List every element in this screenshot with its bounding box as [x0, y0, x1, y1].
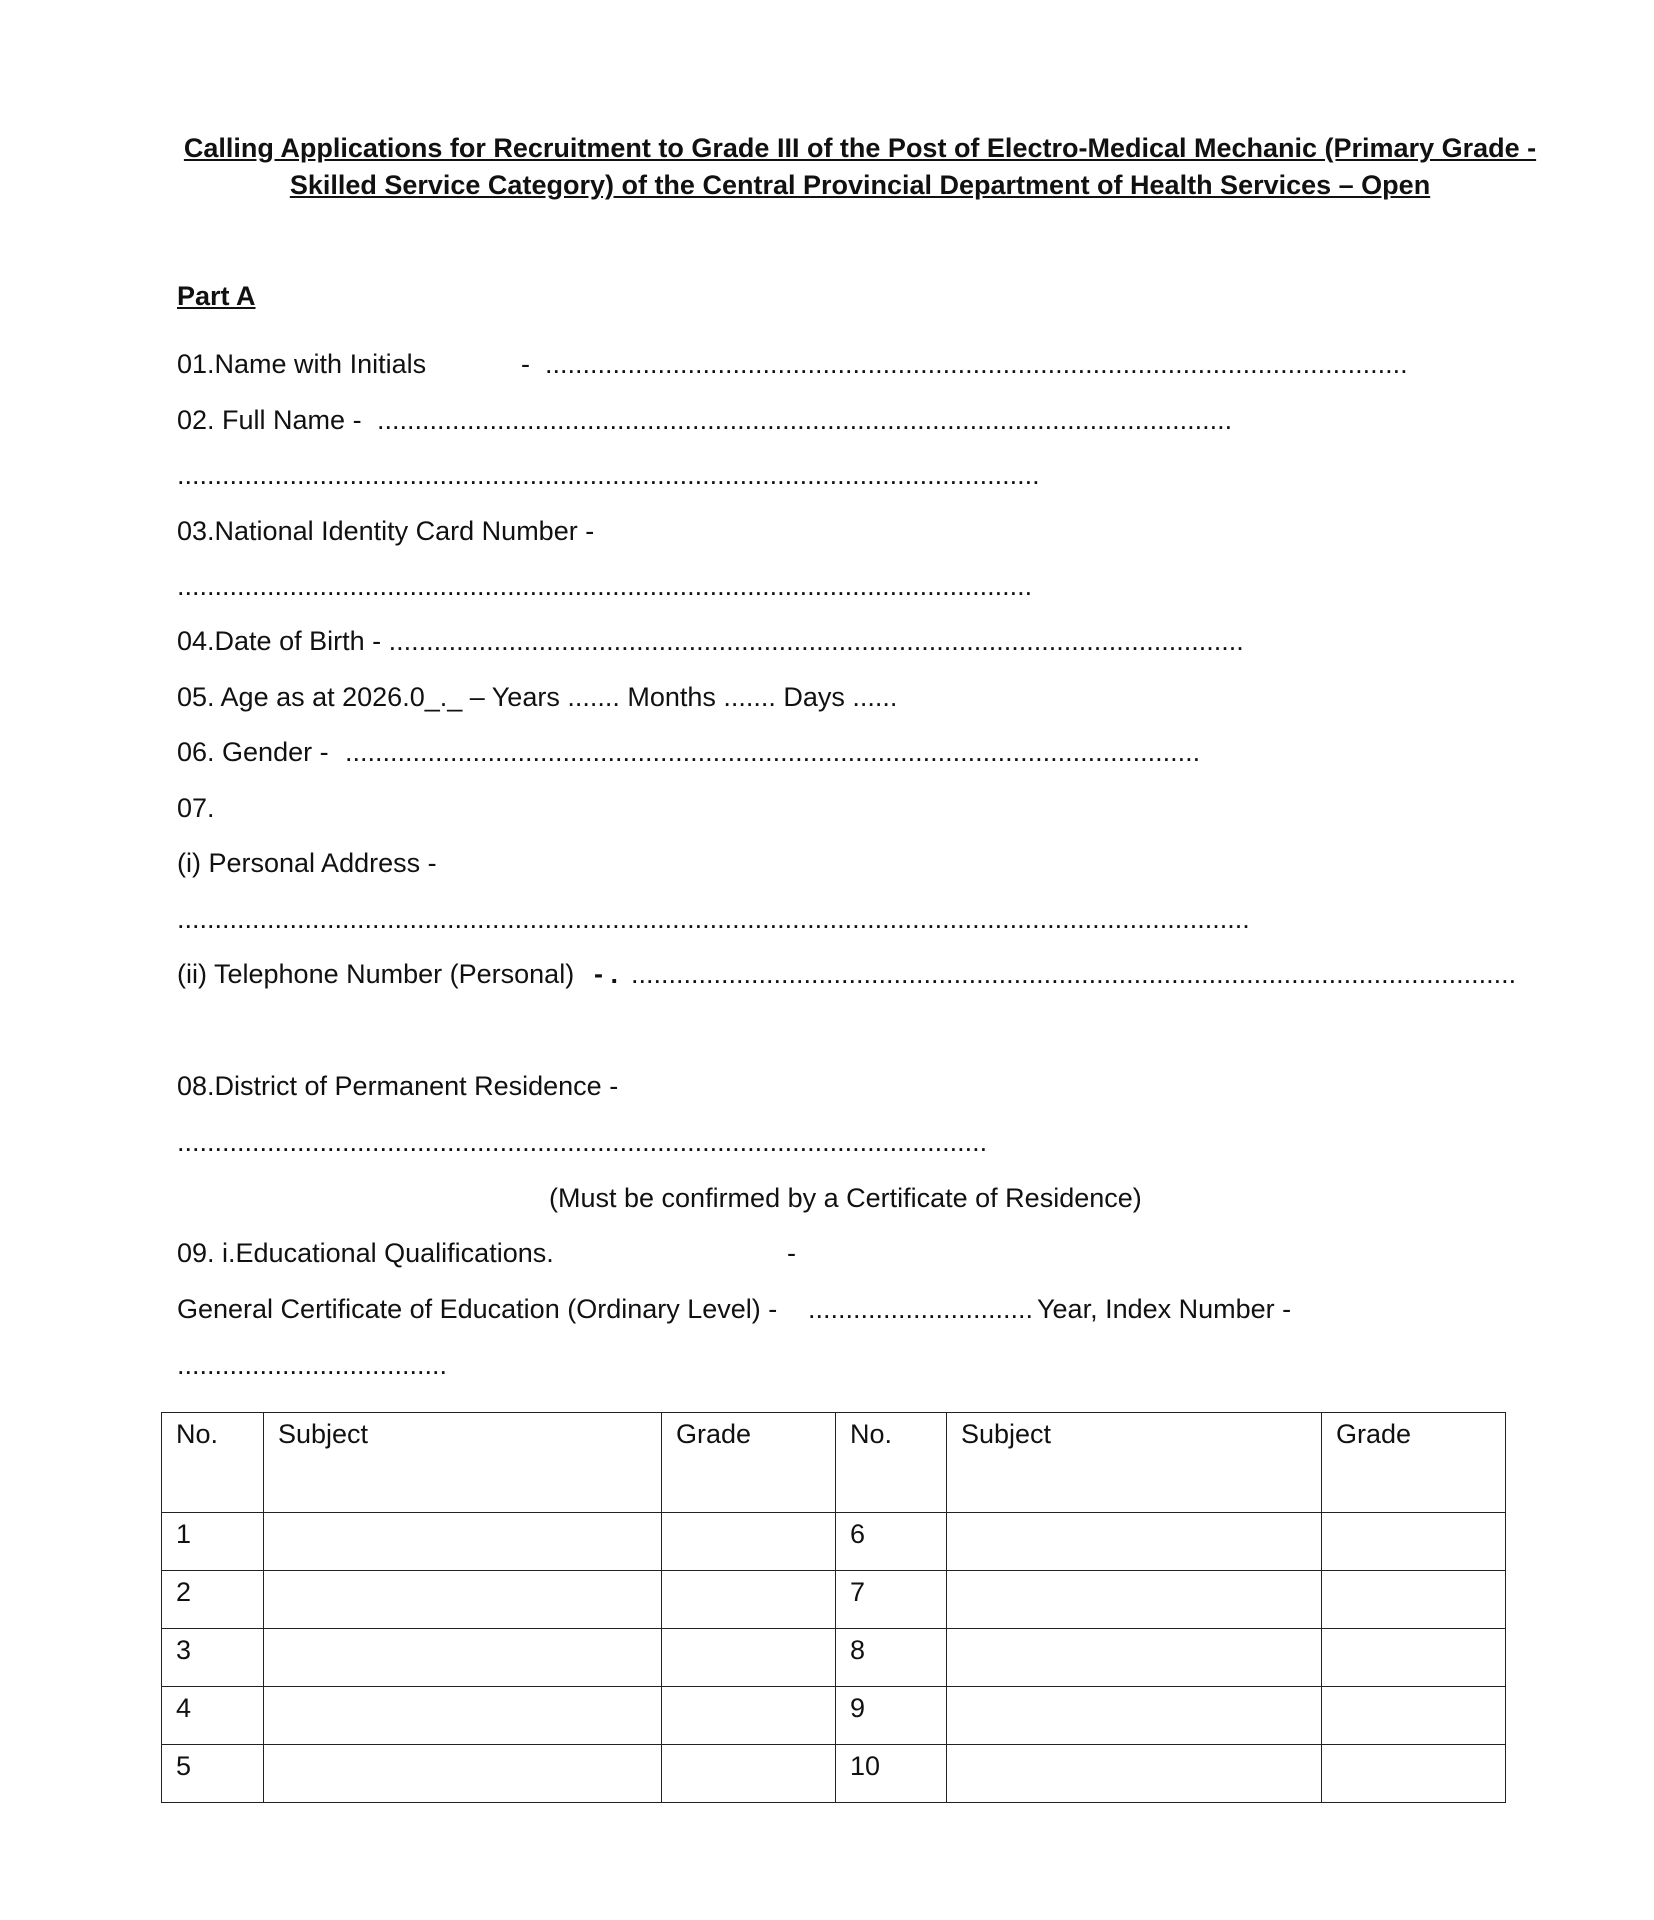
educational-qualifications-separator: -	[787, 1238, 796, 1268]
document-title-line-1: Calling Applications for Recruitment to Grade III of the Post of Electro-Medical Mechanic (Primary Grade -	[183, 133, 1537, 163]
grade-cell[interactable]	[1322, 1571, 1506, 1629]
subject-cell[interactable]	[264, 1629, 662, 1687]
header-grade-left: Grade	[662, 1413, 836, 1513]
ol-results-table	[161, 1412, 1506, 1803]
header-subject-right: Subject	[947, 1413, 1322, 1513]
gce-ol-index-label: Year, Index Number -	[1037, 1294, 1292, 1324]
nic-number-label: 03.National Identity Card Number -	[177, 516, 595, 546]
row-number-cell: 4	[162, 1687, 264, 1745]
row-number-cell: 5	[162, 1745, 264, 1803]
personal-address-field[interactable]: ...............................................................................................................................................	[177, 904, 1250, 934]
row-number-cell: 7	[836, 1571, 947, 1629]
date-of-birth-field[interactable]: 04.Date of Birth - ..................................................................................................................	[177, 626, 1244, 656]
grade-cell[interactable]	[662, 1629, 836, 1687]
table-row	[162, 1687, 1506, 1745]
full-name-field-line-2[interactable]: ...................................................................................................................	[177, 460, 1040, 490]
grade-cell[interactable]	[662, 1687, 836, 1745]
telephone-label: (ii) Telephone Number (Personal)	[177, 959, 575, 989]
grade-cell[interactable]	[662, 1745, 836, 1803]
subject-cell[interactable]	[264, 1513, 662, 1571]
name-with-initials-label: 01.Name with Initials	[177, 349, 427, 379]
gender-field[interactable]: ..................................................................................................................	[345, 737, 1201, 767]
row-number-cell: 3	[162, 1629, 264, 1687]
header-subject-left: Subject	[264, 1413, 662, 1513]
document-title-line-2: Skilled Service Category) of the Central Provincial Department of Health Services – Open	[289, 170, 1431, 200]
grade-cell[interactable]	[1322, 1687, 1506, 1745]
row-number-cell: 10	[836, 1745, 947, 1803]
subject-cell[interactable]	[264, 1745, 662, 1803]
telephone-separator: - .	[594, 959, 618, 989]
part-a-heading: Part A	[177, 281, 256, 311]
table-row	[162, 1629, 1506, 1687]
row-number-cell: 2	[162, 1571, 264, 1629]
row-number-cell: 1	[162, 1513, 264, 1571]
table-header-row	[162, 1413, 1506, 1513]
district-field[interactable]: ............................................................................................................	[177, 1127, 988, 1157]
subject-cell[interactable]	[947, 1687, 1322, 1745]
full-name-label: 02. Full Name -	[177, 405, 362, 435]
subject-cell[interactable]	[947, 1629, 1322, 1687]
name-with-initials-separator: -	[521, 349, 530, 379]
subject-cell[interactable]	[264, 1687, 662, 1745]
table-row	[162, 1513, 1506, 1571]
educational-qualifications-label: 09. i.Educational Qualifications.	[177, 1238, 554, 1268]
name-with-initials-field[interactable]: ...................................................................................................................	[545, 349, 1408, 379]
personal-address-label: (i) Personal Address -	[177, 848, 437, 878]
subject-cell[interactable]	[947, 1513, 1322, 1571]
subject-cell[interactable]	[947, 1745, 1322, 1803]
grade-cell[interactable]	[1322, 1629, 1506, 1687]
nic-number-field[interactable]: ..................................................................................................................	[177, 571, 1033, 601]
grade-cell[interactable]	[1322, 1513, 1506, 1571]
table-row	[162, 1571, 1506, 1629]
row-number-cell: 8	[836, 1629, 947, 1687]
grade-cell[interactable]	[662, 1513, 836, 1571]
gender-label: 06. Gender -	[177, 737, 329, 767]
table-row	[162, 1745, 1506, 1803]
header-no-right: No.	[836, 1413, 947, 1513]
gce-ol-index-field[interactable]: ....................................	[177, 1350, 448, 1380]
subject-cell[interactable]	[947, 1571, 1322, 1629]
gce-ol-year-field[interactable]: ..............................	[808, 1294, 1034, 1324]
full-name-field[interactable]: ..................................................................................................................	[377, 405, 1233, 435]
district-label: 08.District of Permanent Residence -	[177, 1071, 619, 1101]
telephone-field[interactable]: ......................................................................................................................	[631, 959, 1517, 989]
item-07-label: 07.	[177, 793, 215, 823]
age-field[interactable]: 05. Age as at 2026.0_._ – Years ....... Months ....... Days ......	[177, 682, 898, 712]
row-number-cell: 9	[836, 1687, 947, 1745]
residence-certificate-note: (Must be confirmed by a Certificate of Residence)	[549, 1183, 1142, 1213]
header-grade-right: Grade	[1322, 1413, 1506, 1513]
grade-cell[interactable]	[1322, 1745, 1506, 1803]
header-no-left: No.	[162, 1413, 264, 1513]
grade-cell[interactable]	[662, 1571, 836, 1629]
subject-cell[interactable]	[264, 1571, 662, 1629]
row-number-cell: 6	[836, 1513, 947, 1571]
gce-ol-label: General Certificate of Education (Ordinary Level) -	[177, 1294, 778, 1324]
